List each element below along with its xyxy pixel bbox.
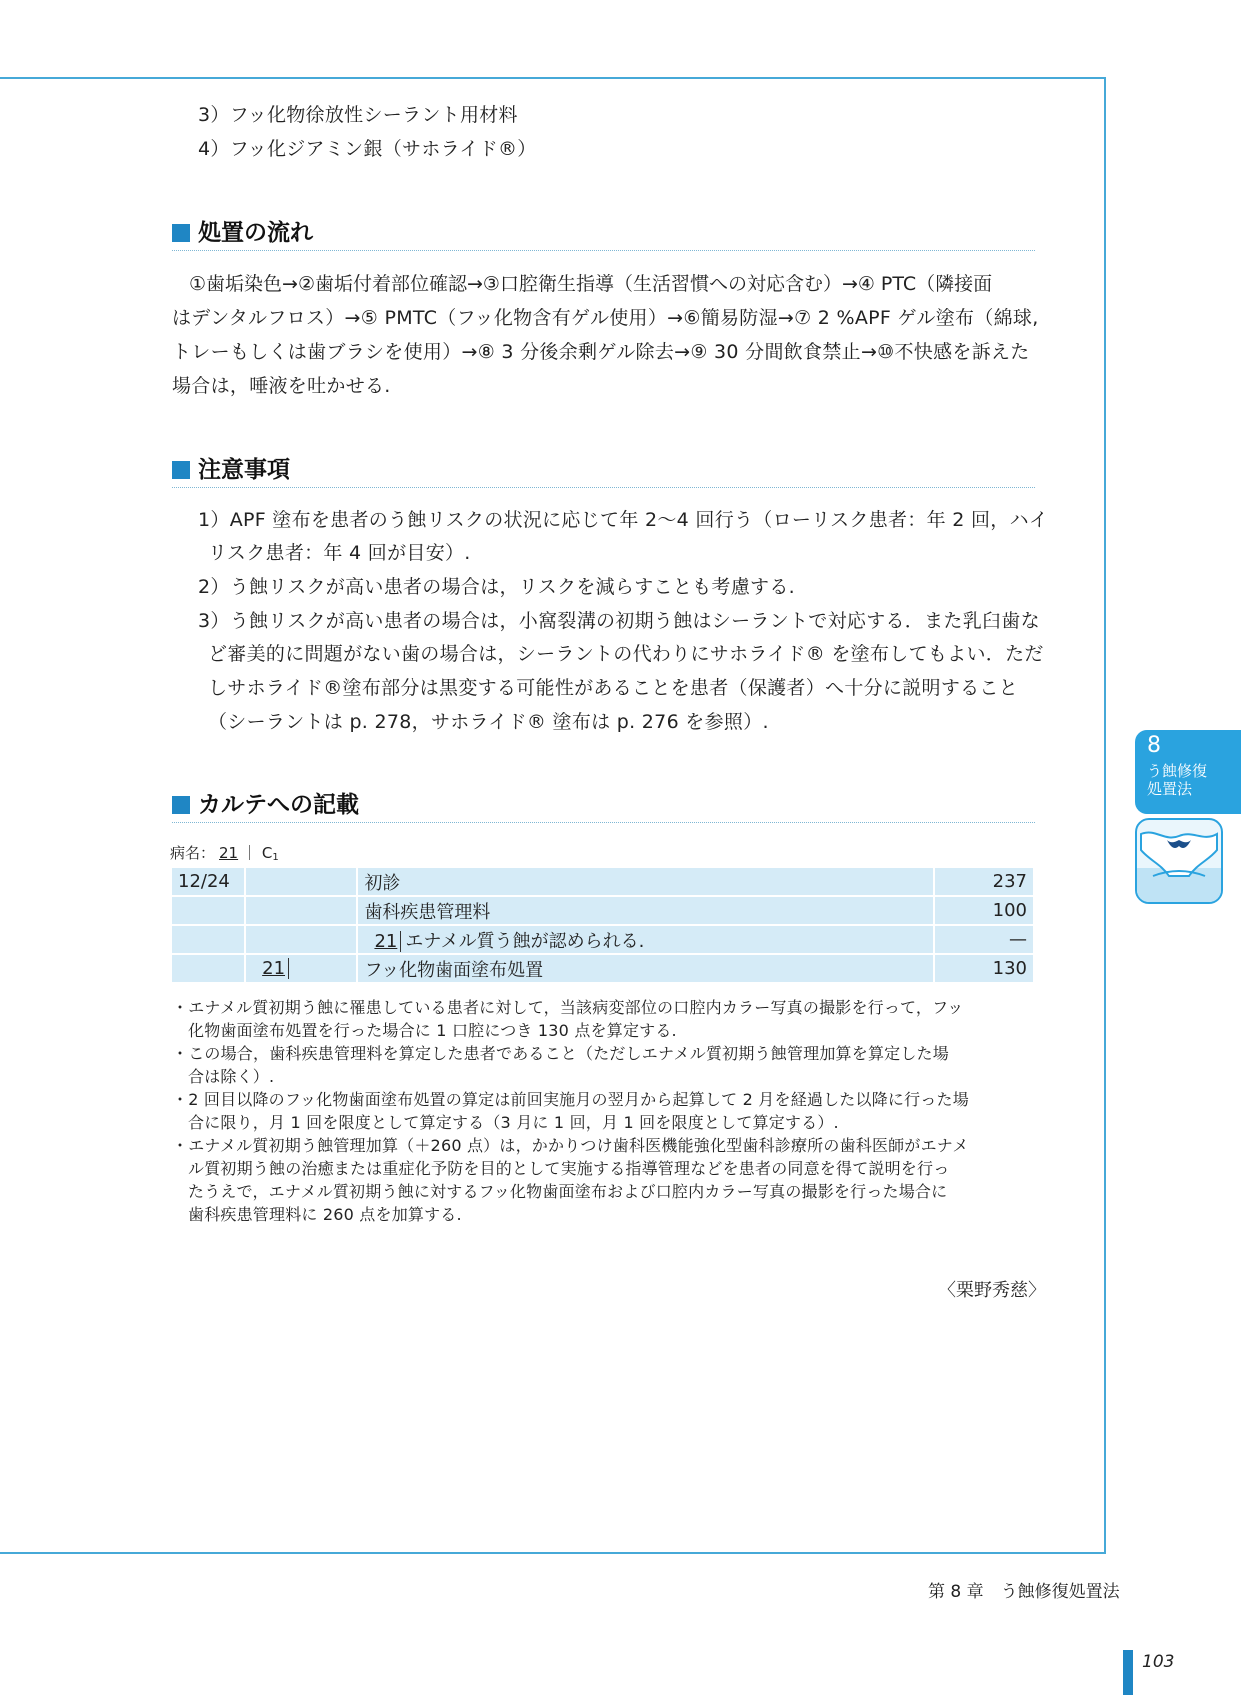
section-heading-flow [172, 220, 1035, 251]
karte-note-line: たうえで，エナメル質初期う蝕に対するフッ化物歯面塗布および口腔内カラー写真の撮影を行った場合に [188, 1182, 948, 1201]
section-title: 注意事項 [198, 457, 290, 483]
tooth-cavity-graphic [1137, 820, 1221, 902]
caution-line-4: 3）う蝕リスクが高い患者の場合は，小窩裂溝の初期う蝕はシーラントで対応する．また乳臼歯な [198, 610, 1040, 632]
intro-item-4: 4）フッ化ジアミン銀（サホライド®） [198, 138, 537, 160]
flow-line-1 [189, 273, 1035, 295]
karte-item-tooth: 21 [370, 931, 401, 952]
karte-item: フッ化物歯面塗布処置 [358, 955, 933, 982]
karte-points: 100 [935, 897, 1033, 924]
diagnosis-code: C [261, 844, 273, 862]
karte-date: 12/24 [172, 868, 244, 895]
karte-item-text: エナメル質う蝕が認められる. [405, 930, 645, 952]
karte-date [172, 955, 244, 982]
karte-tooth [246, 926, 356, 953]
tooth-cavity-icon [1135, 818, 1223, 904]
page-frame-top [0, 77, 1106, 79]
karte-tooth [246, 897, 356, 924]
chapter-tab-label-1: う蝕修復 [1147, 762, 1208, 780]
heading-square-icon [172, 461, 190, 479]
karte-note-line: ・エナメル質初期う蝕管理加算（＋260 点）は，かかりつけ歯科医機能強化型歯科診療所の歯科医師がエナメ [172, 1136, 969, 1155]
flow-line-4: 場合は，唾液を吐かせる. [172, 375, 391, 397]
chapter-side-tab [1135, 730, 1241, 814]
table-row [172, 897, 1033, 924]
author: 〈栗野秀慈〉 [938, 1280, 1046, 1301]
heading-square-icon [172, 796, 190, 814]
karte-table [170, 866, 1035, 984]
karte-points: 237 [935, 868, 1033, 895]
flow-line-2: はデンタルフロス）→⑤ PMTC（フッ化物含有ゲル使用）→⑥簡易防湿→⑦ 2 %APF ゲル塗布（綿球, [172, 307, 1039, 329]
caution-line-7: （シーラントは p. 278，サホライド® 塗布は p. 276 を参照）. [208, 711, 769, 733]
heading-square-icon [172, 224, 190, 242]
chapter-number: 8 [1147, 733, 1161, 758]
karte-points: — [935, 926, 1033, 953]
caution-line-3: 2）う蝕リスクが高い患者の場合は，リスクを減らすことも考慮する. [198, 576, 795, 598]
karte-date [172, 897, 244, 924]
section-title: 処置の流れ [198, 220, 313, 246]
table-row [172, 926, 1033, 953]
section-heading-cautions [172, 457, 1035, 488]
karte-note-line: 合は除く）. [188, 1067, 275, 1086]
karte-note-line: 化物歯面塗布処置を行った場合に 1 口腔につき 130 点を算定する. [188, 1021, 677, 1040]
karte-tooth [246, 955, 356, 982]
flow-line-3: トレーもしくは歯ブラシを使用）→⑧ 3 分後余剰ゲル除去→⑨ 30 分間飲食禁止→⑩不快感を訴えた [172, 341, 1030, 363]
karte-points: 130 [935, 955, 1033, 982]
karte-note-line: ・この場合，歯科疾患管理料を算定した患者であること（ただしエナメル質初期う蝕管理加算を算定した場 [172, 1044, 949, 1063]
page-frame-bottom [0, 1552, 1106, 1554]
caution-line-1: 1）APF 塗布を患者のう蝕リスクの状況に応じて年 2～4 回行う（ローリスク患者：年 2 回，ハイ [198, 509, 1049, 531]
karte-item: 初診 [358, 868, 933, 895]
karte-note-line: ル質初期う蝕の治癒または重症化予防を目的として実施する指導管理などを患者の同意を得て説明を行っ [188, 1159, 950, 1178]
karte-tooth-number: 21 [258, 958, 289, 979]
diagnosis-label: 病名： [170, 844, 216, 862]
page-number-bar [1123, 1650, 1133, 1695]
diagnosis-tooth: 21 [219, 844, 239, 862]
karte-date [172, 926, 244, 953]
diagnosis-sub: 1 [272, 852, 279, 863]
karte-note-line: 合に限り，月 1 回を限度として算定する（3 月に 1 回，月 1 回を限度として算定する）. [188, 1113, 839, 1132]
karte-item [358, 926, 933, 953]
karte-note-line: ・2 回目以降のフッ化物歯面塗布処置の算定は前回実施月の翌月から起算して 2 月を経過した以降に行った場 [172, 1090, 969, 1109]
section-heading-karte [172, 792, 1035, 823]
karte-note-line: 歯科疾患管理料に 260 点を加算する. [188, 1205, 462, 1224]
flow-text: ①歯垢染色→②歯垢付着部位確認→③口腔衛生指導（生活習慣への対応含む）→④ PTC（隣接面 [189, 273, 993, 295]
table-row [172, 955, 1033, 982]
diagnosis-line: 病名： 21 ｜ $C_1$ [170, 844, 279, 863]
caution-line-5: ど審美的に問題がない歯の場合は，シーラントの代わりにサホライド® を塗布してもよい．ただ [208, 643, 1044, 665]
karte-tooth [246, 868, 356, 895]
karte-item: 歯科疾患管理料 [358, 897, 933, 924]
page-number: 103 [1142, 1652, 1175, 1672]
chapter-footer: 第 8 章 う蝕修復処置法 [928, 1582, 1120, 1602]
page-frame-right [1104, 77, 1106, 1553]
caution-line-6: しサホライド®塗布部分は黒変する可能性があることを患者（保護者）へ十分に説明すること [208, 677, 1019, 699]
karte-note-line: ・エナメル質初期う蝕に罹患している患者に対して，当該病変部位の口腔内カラー写真の撮影を行って，フッ [172, 998, 964, 1017]
chapter-tab-label-2: 処置法 [1147, 780, 1193, 798]
section-title: カルテへの記載 [198, 792, 359, 818]
intro-item-3: 3）フッ化物徐放性シーラント用材料 [198, 104, 518, 126]
caution-line-2: リスク患者：年 4 回が目安）. [208, 542, 471, 564]
table-row [172, 868, 1033, 895]
